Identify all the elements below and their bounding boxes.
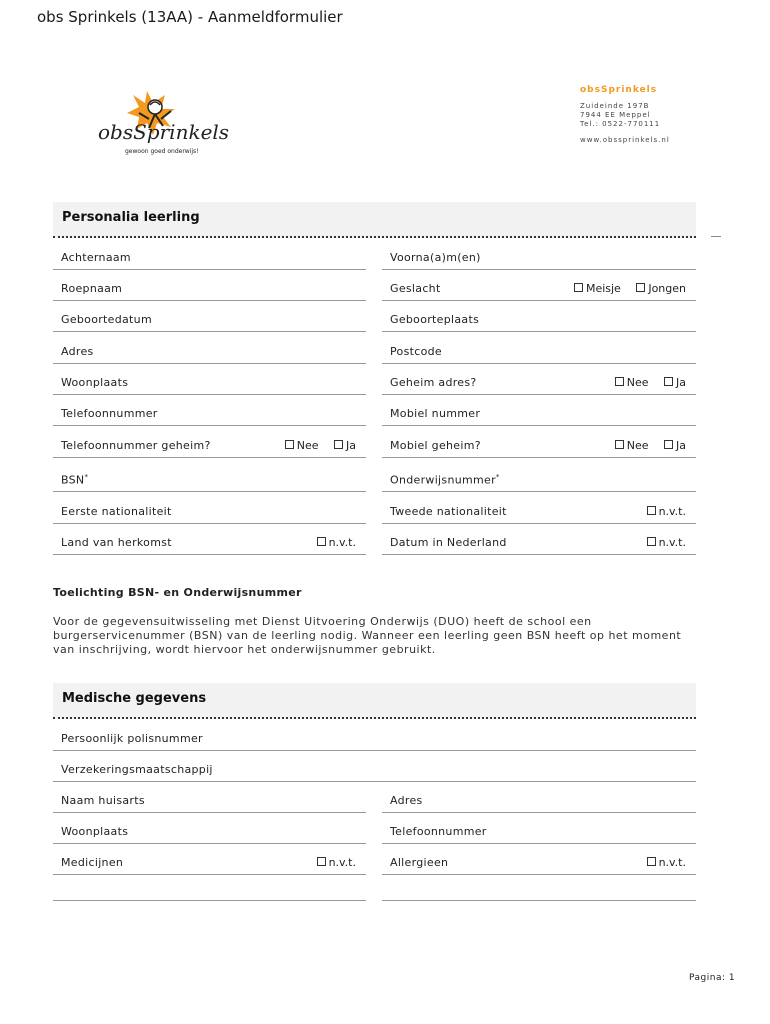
checkbox-icon [615, 377, 624, 386]
option-label: Meisje [585, 282, 621, 295]
option-label: n.v.t. [658, 536, 686, 549]
checkbox-icon [334, 440, 343, 449]
field-onderwijsnummer[interactable] [382, 469, 696, 492]
field-mobiel-geheim [382, 435, 696, 458]
option-label: Nee [296, 439, 319, 452]
asterisk: * [495, 473, 500, 481]
field-geboortedatum[interactable] [53, 309, 366, 332]
bsn-label: BSN [61, 473, 85, 487]
option-label: Ja [676, 439, 686, 452]
checkbox-icon [647, 857, 656, 866]
option-label: n.v.t. [658, 856, 686, 869]
field-geboorteplaats[interactable] [382, 309, 696, 332]
contact-address-line2: 7944 EE Meppel [580, 111, 651, 119]
checkbox-icon [317, 537, 326, 546]
field-verzekering[interactable] [53, 759, 696, 782]
field-label: Persoonlijk polisnummer [61, 732, 203, 745]
field-huisarts-woonplaats[interactable] [53, 821, 366, 844]
field-land-van-herkomst[interactable] [53, 532, 366, 555]
checkbox-meisje[interactable] [574, 282, 621, 295]
field-label: Achternaam [61, 251, 131, 264]
checkbox-ja[interactable] [664, 439, 686, 452]
checkbox-icon [647, 506, 656, 515]
school-logo [95, 83, 240, 158]
field-label: Mobiel geheim? [390, 439, 481, 452]
section-header-personalia [53, 202, 696, 238]
field-label: Geheim adres? [390, 376, 477, 389]
field-label: Roepnaam [61, 282, 123, 295]
logo-tagline: gewoon goed onderwijs! [125, 148, 199, 155]
field-label: Mobiel nummer [390, 407, 481, 420]
field-huisarts-adres[interactable] [382, 790, 696, 813]
field-label: Voorna(a)m(en) [390, 251, 481, 264]
asterisk: * [84, 473, 89, 481]
field-telefoon-geheim [53, 435, 366, 458]
field-label: Telefoonnummer [390, 825, 487, 838]
contact-address-line1: Zuideinde 197B [580, 102, 650, 110]
logo-text: obsSprinkels [98, 120, 230, 144]
section-header-medisch [53, 683, 696, 719]
field-huisarts-telefoon[interactable] [382, 821, 696, 844]
checkbox-nee[interactable] [615, 376, 649, 389]
contact-website[interactable]: www.obssprinkels.nl [580, 136, 670, 144]
checkbox-nee[interactable] [615, 439, 649, 452]
checkbox-ja[interactable] [664, 376, 686, 389]
margin-dash [711, 236, 721, 237]
field-geslacht [382, 278, 696, 301]
field-label: Woonplaats [61, 376, 129, 389]
field-label: Postcode [390, 345, 442, 358]
field-label: Verzekeringsmaatschappij [61, 763, 213, 776]
page-number: Pagina: 1 [689, 973, 736, 983]
field-label [390, 473, 500, 487]
section-title-personalia: Personalia leerling [62, 210, 200, 225]
field-label: Telefoonnummer geheim? [61, 439, 211, 452]
checkbox-jongen[interactable] [636, 282, 686, 295]
field-medicijnen[interactable] [53, 852, 366, 875]
checkbox-icon [615, 440, 624, 449]
field-label: Adres [61, 345, 94, 358]
field-label: Adres [390, 794, 423, 807]
field-geheim-adres [382, 372, 696, 395]
field-voornamen[interactable] [382, 247, 696, 270]
field-eerste-nationaliteit[interactable] [53, 501, 366, 524]
checkbox-icon [647, 537, 656, 546]
checkbox-icon [664, 377, 673, 386]
checkbox-ja[interactable] [334, 439, 356, 452]
checkbox-icon [317, 857, 326, 866]
field-adres[interactable] [53, 341, 366, 364]
checkbox-nee[interactable] [285, 439, 319, 452]
option-label: n.v.t. [328, 856, 356, 869]
field-telefoonnummer[interactable] [53, 403, 366, 426]
field-allergieen-detail[interactable] [382, 878, 696, 901]
field-achternaam[interactable] [53, 247, 366, 270]
option-label: n.v.t. [328, 536, 356, 549]
option-label: Nee [626, 439, 649, 452]
contact-block [580, 86, 670, 145]
option-label: Ja [346, 439, 356, 452]
option-label: Nee [626, 376, 649, 389]
onderwijsnummer-label: Onderwijsnummer [390, 473, 496, 487]
option-label: n.v.t. [658, 505, 686, 518]
field-label: Geslacht [390, 282, 441, 295]
field-label [61, 473, 88, 487]
field-huisarts[interactable] [53, 790, 366, 813]
field-label: Eerste nationaliteit [61, 505, 172, 518]
field-datum-in-nederland[interactable] [382, 532, 696, 555]
checkbox-nvt[interactable] [647, 856, 686, 869]
field-polisnummer[interactable] [53, 728, 696, 751]
checkbox-nvt[interactable] [647, 536, 686, 549]
field-label: Allergieen [390, 856, 449, 869]
field-label: Woonplaats [61, 825, 129, 838]
checkbox-icon [664, 440, 673, 449]
field-postcode[interactable] [382, 341, 696, 364]
checkbox-nvt[interactable] [317, 536, 356, 549]
checkbox-icon [285, 440, 294, 449]
section-title-medisch: Medische gegevens [62, 691, 207, 706]
note-title: Toelichting BSN- en Onderwijsnummer [53, 586, 302, 599]
contact-phone: Tel.: 0522-770111 [580, 120, 661, 128]
checkbox-nvt[interactable] [317, 856, 356, 869]
field-mobiel-nummer[interactable] [382, 403, 696, 426]
field-label: Geboortedatum [61, 313, 152, 326]
field-label: Geboorteplaats [390, 313, 480, 326]
field-allergieen[interactable] [382, 852, 696, 875]
field-tweede-nationaliteit[interactable] [382, 501, 696, 524]
contact-name: obsSprinkels [580, 85, 658, 95]
field-label: Tweede nationaliteit [390, 505, 507, 518]
document-title: obs Sprinkels (13AA) - Aanmeldformulier [37, 8, 343, 26]
field-medicijnen-detail[interactable] [53, 878, 366, 901]
option-label: Ja [676, 376, 686, 389]
field-woonplaats[interactable] [53, 372, 366, 395]
checkbox-nvt[interactable] [647, 505, 686, 518]
field-label: Telefoonnummer [61, 407, 158, 420]
note-body: Voor de gegevensuitwisseling met Dienst Uitvoering Onderwijs (DUO) heeft de school een burgerservicenummer (BSN) van de leerling nodig. Wanneer een leerling geen BSN heeft op het moment van inschrijving, wordt hiervoor het onderwijsnummer gebruikt. [53, 615, 682, 656]
field-label: Naam huisarts [61, 794, 145, 807]
field-label: Medicijnen [61, 856, 124, 869]
checkbox-icon [574, 283, 583, 292]
field-label: Datum in Nederland [390, 536, 507, 549]
checkbox-icon [636, 283, 645, 292]
field-roepnaam[interactable] [53, 278, 366, 301]
option-label: Jongen [648, 282, 686, 295]
field-bsn[interactable] [53, 469, 366, 492]
field-label: Land van herkomst [61, 536, 172, 549]
